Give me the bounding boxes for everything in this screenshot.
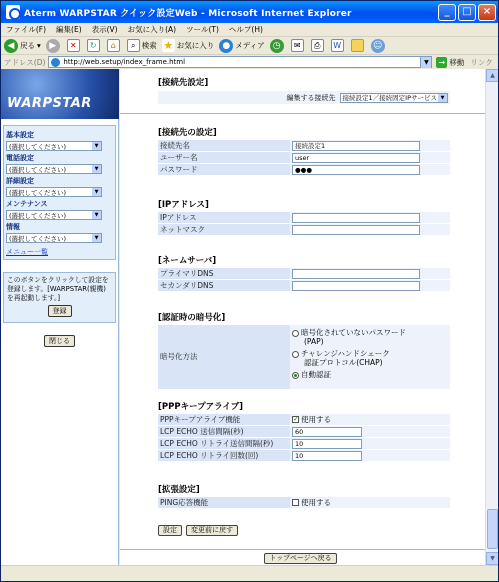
menu-view[interactable]: 表示(V) — [91, 25, 118, 34]
edit-button[interactable] — [331, 39, 346, 52]
radio-icon — [292, 351, 299, 358]
messenger-icon: ☺ — [371, 39, 385, 53]
search-icon: ⌕ — [127, 39, 140, 52]
ppp-section — [158, 401, 450, 461]
lcp-retry-interval-input[interactable]: 10 — [292, 439, 362, 449]
dest-title: [接続先の設定] — [158, 128, 217, 138]
netmask-input[interactable] — [292, 225, 420, 235]
radio-icon — [292, 330, 299, 337]
go-arrow-icon: → — [436, 57, 447, 68]
warpstar-logo: WARPSTAR — [1, 69, 119, 119]
ip-title: [IPアドレス] — [158, 200, 209, 210]
ping-row: PING応答機能 使用する — [158, 497, 450, 508]
history-button[interactable] — [270, 39, 286, 53]
ppp-func-checkbox[interactable]: ✓ 使用する — [290, 414, 450, 425]
password-row: パスワード ●●● — [158, 164, 450, 175]
folder-button[interactable] — [351, 39, 366, 52]
messenger-button[interactable] — [371, 39, 387, 53]
menu-favorites[interactable]: お気に入り(A) — [127, 25, 177, 34]
radio-selected-icon — [292, 372, 299, 379]
auth-pap-sublabel: (PAP) — [304, 337, 324, 346]
media-button[interactable]: ● メディア — [219, 39, 264, 53]
back-arrow-icon: ◀ — [4, 39, 18, 53]
connection-section — [158, 77, 450, 104]
menu-tools[interactable]: ツール(T) — [186, 25, 219, 34]
primary-dns-input[interactable] — [292, 269, 420, 279]
scroll-thumb[interactable] — [487, 509, 498, 549]
action-buttons — [158, 525, 242, 536]
word-icon: W — [331, 39, 344, 52]
lcp-retry-interval-row: LCP ECHO リトライ送信間隔(秒) 10 — [158, 438, 450, 449]
revert-button[interactable]: 変更前に戻す — [186, 525, 238, 536]
star-icon: ★ — [163, 39, 174, 52]
close-window-button[interactable]: 閉じる — [44, 335, 75, 347]
print-button[interactable] — [311, 39, 326, 52]
lcp-interval-input[interactable]: 60 — [292, 427, 362, 437]
info-label: 情報 — [6, 223, 20, 231]
page-icon — [51, 58, 60, 67]
window-title: Aterm WARPSTAR クイック設定Web - Microsoft Internet Explorer — [24, 8, 352, 19]
stop-icon: ✕ — [67, 39, 80, 52]
secondary-dns-row: セカンダリDNS — [158, 280, 450, 291]
menu-bar — [1, 23, 498, 37]
username-input[interactable]: user — [292, 153, 420, 163]
menu-list-link[interactable]: メニュー一覧 — [6, 248, 48, 256]
dest-name-input[interactable]: 接続設定1 — [292, 141, 420, 151]
checkbox-icon — [292, 499, 299, 506]
phone-settings-label: 電話設定 — [6, 154, 34, 162]
top-page-button[interactable]: トップページへ戻る — [264, 553, 336, 564]
menu-help[interactable]: ヘルプ(H) — [228, 25, 263, 34]
favorites-button[interactable]: ★ お気に入り — [163, 39, 215, 52]
maintenance-select[interactable]: (選択してください) ▼ — [6, 210, 102, 220]
edit-target-label: 編集する接続先 — [286, 93, 336, 102]
address-bar — [1, 55, 498, 69]
mail-button[interactable] — [291, 39, 306, 52]
bottom-divider — [120, 549, 485, 550]
ext-title: [拡張設定] — [158, 485, 200, 495]
dns-title: [ネームサーバ] — [158, 256, 217, 266]
detail-settings-label: 詳細設定 — [6, 177, 34, 185]
ip-address-input[interactable] — [292, 213, 420, 223]
ip-section — [158, 199, 450, 235]
info-select[interactable]: (選択してください) ▼ — [6, 233, 102, 243]
folder-icon — [351, 39, 364, 52]
dns-section — [158, 255, 450, 291]
forward-button[interactable] — [46, 39, 62, 53]
vertical-scrollbar[interactable] — [485, 69, 498, 565]
refresh-button[interactable] — [87, 39, 102, 52]
set-button[interactable]: 設定 — [158, 525, 182, 536]
netmask-row: ネットマスク — [158, 224, 450, 235]
maintenance-label: メンテナンス — [6, 200, 48, 208]
stop-button[interactable] — [67, 39, 82, 52]
detail-settings-select[interactable]: (選択してください) ▼ — [6, 187, 102, 197]
search-button[interactable]: ⌕ 検索 — [127, 39, 157, 52]
maximize-button[interactable]: □ — [458, 4, 476, 21]
ppp-title: [PPPキープアライブ] — [158, 402, 244, 412]
secondary-dns-input[interactable] — [292, 281, 420, 291]
menu-edit[interactable]: 編集(E) — [56, 25, 82, 34]
connection-title: [接続先設定] — [158, 78, 209, 88]
auth-chap-option[interactable]: チャレンジハンドシェーク — [292, 349, 448, 358]
register-box — [3, 272, 116, 323]
basic-settings-label: 基本設定 — [6, 131, 34, 139]
basic-settings-select[interactable]: (選択してください) ▼ — [6, 141, 102, 151]
home-icon: ⌂ — [107, 39, 120, 52]
toolbar — [1, 37, 498, 55]
side-menu — [3, 125, 116, 260]
menu-file[interactable]: ファイル(F) — [6, 25, 47, 34]
lcp-retry-count-row: LCP ECHO リトライ回数(回) 10 — [158, 450, 450, 461]
print-icon: ⎙ — [311, 39, 324, 52]
minimize-button[interactable]: _ — [438, 4, 456, 21]
ext-section — [158, 484, 450, 508]
dest-section — [158, 127, 450, 175]
auth-chap-sublabel: 認証プロトコル(CHAP) — [304, 358, 383, 367]
status-bar — [1, 565, 498, 581]
close-button[interactable]: × — [478, 4, 496, 21]
address-dropdown-icon[interactable]: ▼ — [420, 57, 431, 68]
links-button[interactable]: リンク — [470, 57, 493, 67]
edit-target-select[interactable]: 接続設定1／接続固定IPサービス ▼ — [340, 93, 448, 103]
password-input[interactable]: ●●● — [292, 165, 420, 175]
mail-icon: ✉ — [291, 39, 304, 52]
address-label: アドレス(D) — [4, 57, 46, 67]
lcp-retry-count-input[interactable]: 10 — [292, 451, 362, 461]
username-row: ユーザー名 user — [158, 152, 450, 163]
scroll-up-icon[interactable]: ▲ — [486, 69, 499, 82]
auth-method-label: 暗号化方法 — [158, 325, 290, 389]
divider — [120, 113, 485, 114]
ip-address-row: IPアドレス — [158, 212, 450, 223]
register-button[interactable]: 登録 — [48, 305, 72, 317]
sidebar — [1, 69, 119, 565]
go-button[interactable]: → 移動 — [436, 57, 464, 68]
ping-checkbox[interactable]: 使用する — [290, 497, 450, 508]
checkbox-checked-icon — [292, 416, 299, 423]
media-icon: ● — [219, 39, 233, 53]
dest-name-row: 接続先名 接続設定1 — [158, 140, 450, 151]
lcp-interval-row: LCP ECHO 送信間隔(秒) 60 — [158, 426, 450, 437]
refresh-icon: ↻ — [87, 39, 100, 52]
register-note: このボタンをクリックして設定を登録します。[WARPSTAR(親機)を再起動します。] — [7, 276, 109, 302]
back-button[interactable]: ◀ 戻る ▾ — [4, 39, 41, 53]
auth-section — [158, 312, 450, 389]
forward-arrow-icon: ▶ — [46, 39, 60, 53]
primary-dns-row: プライマリDNS — [158, 268, 450, 279]
ie-icon — [6, 5, 20, 19]
main-content — [120, 69, 485, 565]
scroll-down-icon[interactable]: ▼ — [486, 552, 499, 565]
phone-settings-select[interactable]: (選択してください) ▼ — [6, 164, 102, 174]
auth-pap-option[interactable]: 暗号化されていないパスワード — [292, 328, 448, 337]
auth-auto-option[interactable]: 自動認証 — [292, 370, 448, 379]
address-input[interactable]: http://web.setup/index_frame.html ▼ — [48, 56, 432, 68]
title-bar[interactable] — [1, 1, 498, 23]
auth-title: [認証時の暗号化] — [158, 313, 226, 323]
ppp-func-row: PPPキープアライブ機能 ✓ 使用する — [158, 414, 450, 425]
home-button[interactable] — [107, 39, 122, 52]
history-icon: ◷ — [270, 39, 284, 53]
